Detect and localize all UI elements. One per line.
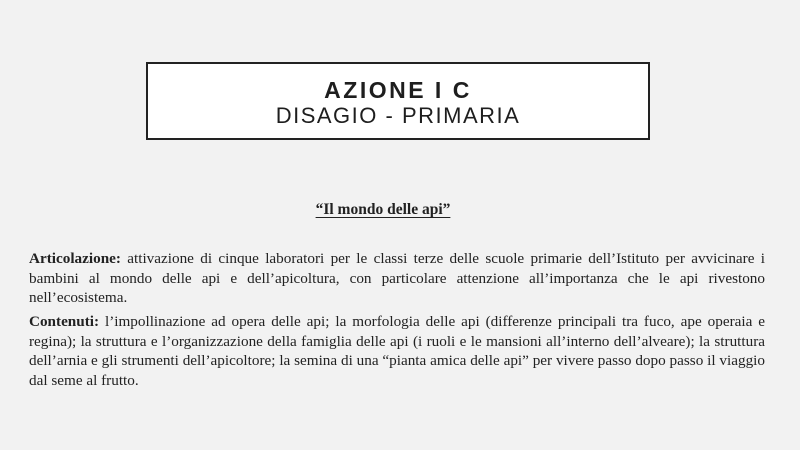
- slide-title: AZIONE I C: [324, 77, 472, 103]
- paragraph-label: Contenuti:: [29, 313, 100, 330]
- articolazione-paragraph: [29, 249, 765, 308]
- slide-subtitle: DISAGIO - PRIMARIA: [275, 103, 521, 128]
- title-box: [146, 62, 650, 140]
- paragraph-label: Articolazione:: [29, 250, 121, 267]
- paragraph-text: l’impollinazione ad opera delle api; la morfologia delle api (differenze principali tra fuco, ape operaia e regina); la struttura e l’organizzazione della famiglia delle api (i ruoli e le mansioni all’interno dell’alveare); la struttura dell’arnia e gli strumenti dell’apicoltore; la semina di una “pianta amica delle api” per vivere passo dopo passo il viaggio dal seme al frutto.: [29, 313, 766, 389]
- contenuti-paragraph: [29, 312, 765, 390]
- paragraph-text: attivazione di cinque laboratori per le classi terze delle scuole primarie dell’Istituto per avvicinare i bambini al mondo delle api e dell’apicoltura, con particolare attenzione all’importanza che le api rivestono nell’ecosistema.: [29, 250, 766, 306]
- project-title: “Il mondo delle api”: [315, 201, 451, 218]
